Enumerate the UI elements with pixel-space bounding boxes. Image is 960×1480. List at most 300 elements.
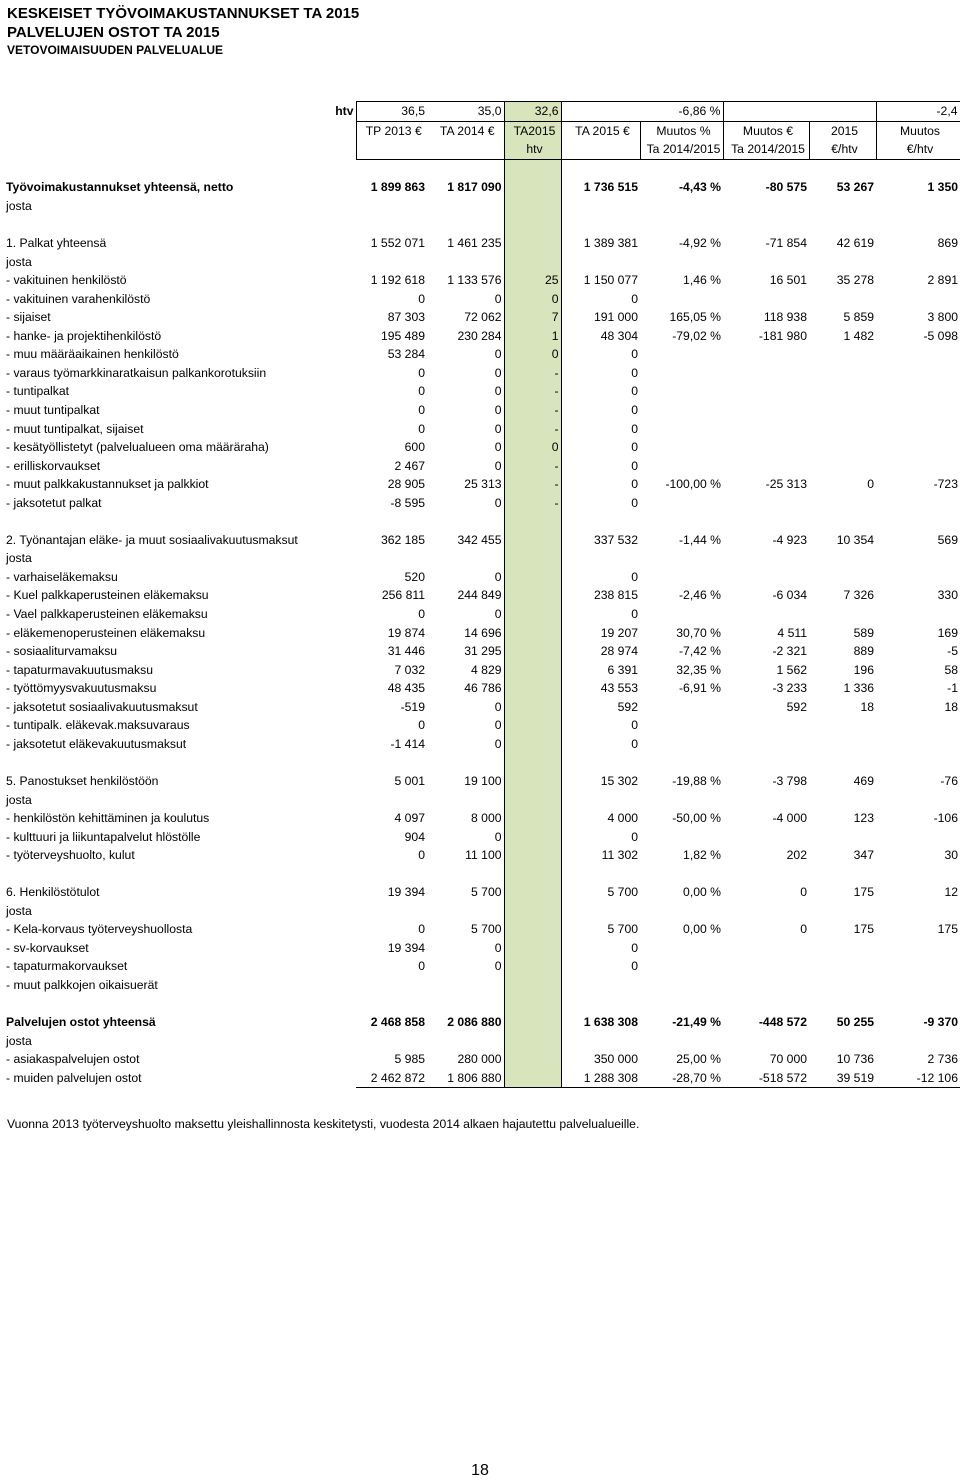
cell — [876, 790, 960, 809]
row-label: - muut palkkakustannukset ja palkkiot — [6, 477, 209, 492]
cell: -71 854 — [765, 236, 807, 251]
row-label: - varaus työmarkkinaratkaisun palkankorotuksiin — [6, 365, 267, 380]
cell — [809, 345, 876, 364]
cell — [504, 642, 561, 661]
row-label: - henkilöstön kehittäminen ja koulutus — [6, 811, 210, 826]
table-row — [0, 920, 960, 939]
cell: 1 133 576 — [447, 273, 502, 288]
row-label: - muiden palvelujen ostot — [6, 1070, 142, 1085]
row-label: - jaksotetut eläkevakuutusmaksut — [6, 736, 187, 751]
cell — [356, 1031, 427, 1050]
header-eur-htv-2: €/htv — [809, 140, 876, 159]
cell — [640, 568, 723, 587]
cell — [876, 976, 960, 995]
cell: 600 — [404, 440, 425, 455]
cell — [504, 1013, 561, 1032]
htv-ta2015: 32,6 — [504, 102, 561, 122]
cell — [723, 976, 809, 995]
table-row — [0, 438, 960, 457]
cell — [723, 364, 809, 383]
cell: 43 553 — [600, 681, 638, 696]
table-row — [0, 623, 960, 642]
cell — [809, 735, 876, 754]
cell: 869 — [937, 236, 958, 251]
cell — [723, 289, 809, 308]
cell — [876, 605, 960, 624]
cell — [876, 994, 960, 1013]
cell — [809, 994, 876, 1013]
cell — [504, 1031, 561, 1050]
cell — [809, 549, 876, 568]
cell — [809, 827, 876, 846]
row-label — [0, 215, 356, 234]
cell: 1 562 — [776, 662, 807, 677]
cell — [356, 197, 427, 216]
cell: -80 575 — [765, 180, 807, 195]
cell: 0 — [494, 384, 502, 399]
cell — [356, 864, 427, 883]
row-label: josta — [6, 254, 32, 269]
cell: 0 — [494, 569, 502, 584]
cell: 0 — [800, 885, 807, 900]
cell: 1 817 090 — [447, 180, 502, 195]
cell — [640, 215, 723, 234]
cell: 50 255 — [836, 1015, 874, 1030]
cell: 5 700 — [607, 885, 638, 900]
cell — [876, 456, 960, 475]
cell — [640, 252, 723, 271]
cell: 0 — [631, 365, 638, 380]
cell — [723, 716, 809, 735]
cell: 4 000 — [607, 811, 638, 826]
cell — [876, 753, 960, 772]
header-ta2015htv-2: htv — [504, 140, 561, 159]
table-row — [0, 846, 960, 865]
cell: 2 467 — [394, 458, 425, 473]
cell: 70 000 — [769, 1052, 807, 1067]
cell: 0 — [418, 403, 425, 418]
cell: -6 034 — [772, 588, 807, 603]
spacer-row — [0, 159, 960, 178]
table-row — [0, 382, 960, 401]
cell: 39 519 — [809, 1068, 876, 1087]
cell — [723, 401, 809, 420]
cell — [640, 493, 723, 512]
cell: 58 — [944, 662, 958, 677]
cell — [809, 568, 876, 587]
cell: 1 736 515 — [583, 180, 638, 195]
cell: 0 — [494, 718, 502, 733]
cell: 30 — [944, 848, 958, 863]
cell — [356, 252, 427, 271]
cell — [356, 549, 427, 568]
cell: 53 284 — [387, 347, 425, 362]
cell: 7 032 — [394, 662, 425, 677]
cell — [809, 512, 876, 531]
table-row — [0, 1013, 960, 1032]
cell — [504, 809, 561, 828]
cell — [723, 215, 809, 234]
cell: 230 284 — [457, 328, 502, 343]
cell: -50,00 % — [672, 811, 721, 826]
cell — [427, 197, 504, 216]
cell: 175 — [853, 922, 874, 937]
cell: 169 — [937, 625, 958, 640]
header-muutos-htv-1: Muutos — [876, 121, 960, 140]
cell: 2 462 872 — [356, 1068, 427, 1087]
cell: 0 — [418, 922, 425, 937]
cell: - — [504, 456, 561, 475]
cell — [809, 976, 876, 995]
cell — [504, 883, 561, 902]
cell — [723, 994, 809, 1013]
cell — [876, 864, 960, 883]
cell: 0,00 % — [683, 885, 721, 900]
cell — [876, 716, 960, 735]
cell — [427, 864, 504, 883]
cell — [809, 419, 876, 438]
table-row — [0, 289, 960, 308]
cell: 4 829 — [471, 662, 502, 677]
cell — [640, 790, 723, 809]
cell: 7 326 — [843, 588, 874, 603]
cell: 0 — [494, 440, 502, 455]
cell: -1,44 % — [678, 532, 721, 547]
table-row — [0, 883, 960, 902]
cell: -1 — [947, 681, 958, 696]
cell: 1 899 863 — [370, 180, 425, 195]
cell: 0 — [418, 365, 425, 380]
table-row — [0, 475, 960, 494]
cell: 0 — [631, 347, 638, 362]
cell: 0 — [494, 458, 502, 473]
cell: 0 — [418, 848, 425, 863]
row-label: - työterveyshuolto, kulut — [6, 848, 135, 863]
table-row — [0, 493, 960, 512]
row-label: - hanke- ja projektihenkilöstö — [6, 328, 162, 343]
cell: 31 295 — [464, 644, 502, 659]
cell — [504, 939, 561, 958]
cell — [723, 512, 809, 531]
header-muutos-pct-2: Ta 2014/2015 — [640, 140, 723, 159]
cell — [504, 735, 561, 754]
cell: 1 150 077 — [583, 273, 638, 288]
cell — [356, 790, 427, 809]
cell — [809, 493, 876, 512]
htv-tp2013: 36,5 — [356, 102, 427, 122]
row-label: - kesätyöllistetyt (palvelualueen oma määräraha) — [6, 440, 269, 455]
table-row — [0, 1068, 960, 1087]
table-row — [0, 827, 960, 846]
cell — [809, 289, 876, 308]
cell: -106 — [933, 811, 958, 826]
cell — [640, 698, 723, 717]
cell — [640, 864, 723, 883]
cell: 5 700 — [471, 885, 502, 900]
cell: -28,70 % — [640, 1068, 723, 1087]
cell — [504, 586, 561, 605]
cell — [640, 939, 723, 958]
cell: 0 — [631, 495, 638, 510]
row-label: - sijaiset — [6, 310, 51, 325]
cell: 19 394 — [387, 885, 425, 900]
title-line-2: PALVELUJEN OSTOT TA 2015 — [7, 24, 220, 41]
cell: 1 — [504, 327, 561, 346]
cell: 12 — [944, 885, 958, 900]
cell: 1 350 — [927, 180, 958, 195]
cell — [723, 456, 809, 475]
row-label: 5. Panostukset henkilöstöön — [6, 773, 159, 788]
cell — [876, 902, 960, 921]
cell: 123 — [853, 811, 874, 826]
cell — [561, 197, 640, 216]
cell: 30,70 % — [676, 625, 721, 640]
cell: 28 905 — [387, 477, 425, 492]
cell — [561, 902, 640, 921]
cell: 1,82 % — [683, 848, 721, 863]
cell — [427, 549, 504, 568]
cell: -519 — [400, 699, 425, 714]
cell: -100,00 % — [665, 477, 721, 492]
cell — [809, 364, 876, 383]
cell: 330 — [937, 588, 958, 603]
table-row — [0, 308, 960, 327]
cell — [723, 382, 809, 401]
cell: 0 — [494, 940, 502, 955]
table-row — [0, 660, 960, 679]
cell: 0 — [631, 940, 638, 955]
cell — [640, 735, 723, 754]
cell — [504, 716, 561, 735]
table-row — [0, 178, 960, 197]
cell: 25 — [504, 271, 561, 290]
cell — [356, 902, 427, 921]
cell — [427, 994, 504, 1013]
cell: 0 — [418, 959, 425, 974]
cell: 42 619 — [836, 236, 874, 251]
table-row — [0, 716, 960, 735]
header-ta2015htv-1: TA2015 — [504, 121, 561, 140]
cell — [809, 438, 876, 457]
cell: 350 000 — [593, 1052, 638, 1067]
cell — [809, 252, 876, 271]
title-line-3: VETOVOIMAISUUDEN PALVELUALUE — [7, 43, 224, 57]
cell: 1 552 071 — [370, 236, 425, 251]
table-row — [0, 512, 960, 531]
cell — [504, 252, 561, 271]
cell — [561, 790, 640, 809]
cell: 520 — [404, 569, 425, 584]
table-row — [0, 735, 960, 754]
table-row — [0, 327, 960, 346]
cell — [723, 1031, 809, 1050]
row-label: - muut tuntipalkat, sijaiset — [6, 421, 144, 436]
cell — [504, 827, 561, 846]
cell — [504, 679, 561, 698]
header-eur-htv-1: 2015 — [809, 121, 876, 140]
cell — [723, 252, 809, 271]
htv-muutos-per-htv: -2,4 — [876, 102, 960, 122]
cell — [504, 1068, 561, 1087]
cell — [561, 976, 640, 995]
table-row — [0, 1031, 960, 1050]
cell: 19 100 — [464, 773, 502, 788]
header-muutos-eur-2: Ta 2014/2015 — [723, 140, 809, 159]
row-label: - muut tuntipalkat — [6, 403, 100, 418]
row-label: - jaksotetut sosiaalivakuutusmaksut — [6, 699, 198, 714]
cell: 2 736 — [927, 1052, 958, 1067]
cell: 4 511 — [777, 625, 807, 640]
cell — [809, 1031, 876, 1050]
cell — [427, 902, 504, 921]
cell: 280 000 — [457, 1052, 502, 1067]
table-row — [0, 772, 960, 791]
cell — [427, 976, 504, 995]
header-muutos-eur-1: Muutos € — [723, 121, 809, 140]
cell — [504, 234, 561, 253]
cell — [640, 994, 723, 1013]
cell: -4 923 — [772, 532, 807, 547]
row-label: josta — [6, 1033, 32, 1048]
cell: 0 — [631, 607, 638, 622]
cell: 202 — [786, 848, 807, 863]
cell: 342 455 — [457, 532, 502, 547]
cell — [504, 531, 561, 550]
cell — [876, 438, 960, 457]
cell: 1,46 % — [683, 273, 721, 288]
cell: -25 313 — [765, 477, 807, 492]
cell: 0 — [494, 736, 502, 751]
cell — [504, 864, 561, 883]
cell — [427, 215, 504, 234]
cell: 0 — [631, 569, 638, 584]
cell — [809, 382, 876, 401]
cell: 87 303 — [387, 310, 425, 325]
cell — [640, 512, 723, 531]
cell — [504, 790, 561, 809]
cell — [640, 549, 723, 568]
cell — [561, 864, 640, 883]
cell — [809, 401, 876, 420]
page-number: 18 — [471, 1462, 489, 1479]
cell: -19,88 % — [672, 773, 721, 788]
cell: 1 288 308 — [561, 1068, 640, 1087]
cell — [876, 1031, 960, 1050]
table-row — [0, 568, 960, 587]
cell: 0 — [800, 922, 807, 937]
cell: - — [504, 475, 561, 494]
cell: -7,42 % — [678, 644, 721, 659]
row-label: - tapaturmakorvaukset — [6, 959, 128, 974]
cell: 0 — [494, 291, 502, 306]
cell — [504, 660, 561, 679]
row-label: - vakituinen henkilöstö — [6, 273, 127, 288]
cell — [504, 1050, 561, 1069]
cell: 1 482 — [843, 328, 874, 343]
row-label — [0, 994, 356, 1013]
cell — [809, 716, 876, 735]
cell — [876, 735, 960, 754]
row-label: - tuntipalk. eläkevak.maksuvaraus — [6, 718, 190, 733]
cell: 0 — [494, 421, 502, 436]
cell: 1 638 308 — [583, 1015, 638, 1030]
row-label: - sv-korvaukset — [6, 940, 89, 955]
cell: -518 572 — [723, 1068, 809, 1087]
cell: 19 874 — [387, 625, 425, 640]
htv-ta2014: 35,0 — [427, 102, 504, 122]
table-row — [0, 864, 960, 883]
cell: 195 489 — [380, 328, 425, 343]
row-label: 2. Työnantajan eläke- ja muut sosiaalivakuutusmaksut — [6, 532, 298, 547]
cell — [504, 994, 561, 1013]
cell: 10 736 — [836, 1052, 874, 1067]
cell — [640, 456, 723, 475]
cell: 589 — [853, 625, 874, 640]
table-row — [0, 234, 960, 253]
cell — [723, 549, 809, 568]
table-row — [0, 364, 960, 383]
cell — [504, 512, 561, 531]
cell: 0 — [867, 477, 874, 492]
cell: -448 572 — [758, 1015, 807, 1030]
row-label — [0, 512, 356, 531]
cell: 16 501 — [769, 273, 807, 288]
cell — [723, 735, 809, 754]
cell: -21,49 % — [672, 1015, 721, 1030]
cell — [504, 753, 561, 772]
cell — [561, 252, 640, 271]
cell — [723, 957, 809, 976]
cell: 0 — [631, 829, 638, 844]
cell — [723, 939, 809, 958]
cell — [876, 493, 960, 512]
cell — [723, 493, 809, 512]
cell — [504, 902, 561, 921]
cell — [640, 1031, 723, 1050]
cell — [427, 1031, 504, 1050]
cell — [723, 345, 809, 364]
row-label: 1. Palkat yhteensä — [6, 236, 107, 251]
cell: 0 — [494, 365, 502, 380]
cell: 592 — [786, 699, 807, 714]
cell: 48 435 — [387, 681, 425, 696]
cell — [723, 197, 809, 216]
htv-label: htv — [0, 102, 356, 122]
cell: 53 267 — [836, 180, 874, 195]
table-row — [0, 401, 960, 420]
cell: 28 974 — [600, 644, 638, 659]
cell: 18 — [944, 699, 958, 714]
cell — [723, 438, 809, 457]
cell — [876, 419, 960, 438]
cell: 569 — [937, 532, 958, 547]
cell — [723, 902, 809, 921]
row-label: josta — [6, 792, 32, 807]
cell: - — [504, 493, 561, 512]
cell: 244 849 — [457, 588, 502, 603]
cell: 25 313 — [464, 477, 502, 492]
cell — [809, 957, 876, 976]
cell: 175 — [937, 922, 958, 937]
cell — [640, 976, 723, 995]
cell: -5 — [947, 644, 958, 659]
row-label: - työttömyysvakuutusmaksu — [6, 681, 157, 696]
cell: 6 391 — [607, 662, 638, 677]
cell: -723 — [933, 477, 958, 492]
table-row — [0, 642, 960, 661]
cell — [356, 753, 427, 772]
table-row — [0, 215, 960, 234]
